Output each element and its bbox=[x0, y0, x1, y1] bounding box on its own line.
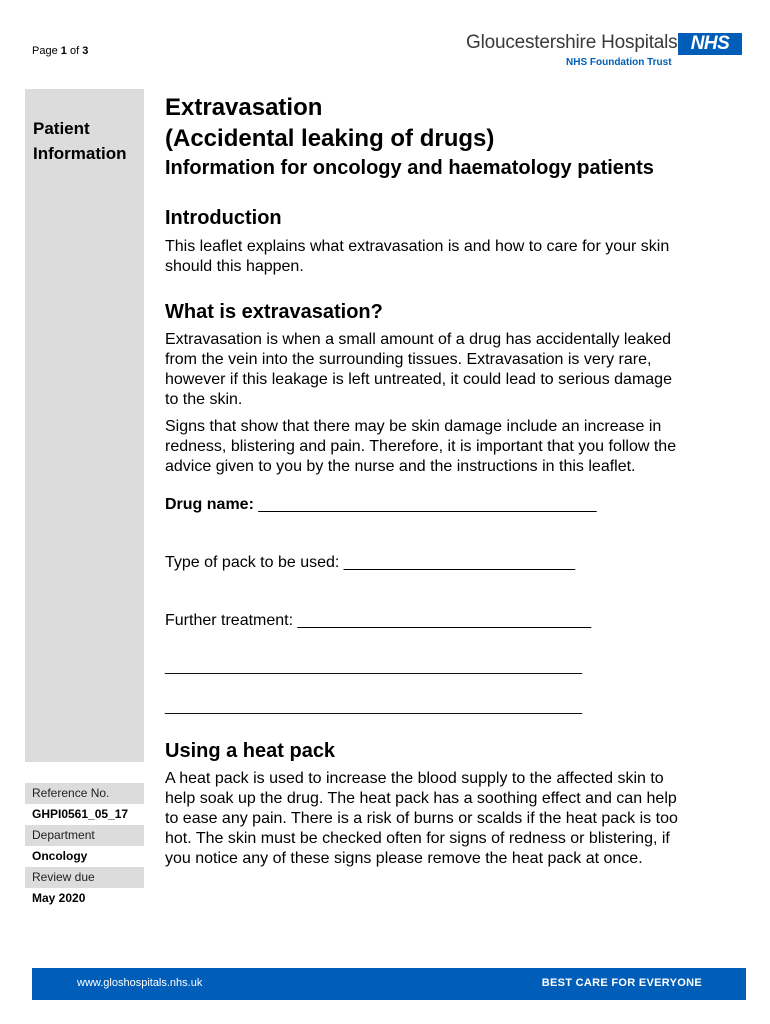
drug-name-line: ______________________________________ bbox=[258, 496, 597, 513]
department-label: Department bbox=[25, 825, 144, 846]
department-value: Oncology bbox=[32, 849, 88, 863]
heat-pack-text: A heat pack is used to increase the blood supply to the affected skin to help soak up the drug. The heat pack has a soothing effect and can help to ease any pain. There is a risk of burns or scalds if the heat pack is too hot. The skin must be checked often for signs of redness or blistering, if you notice any of these signs please remove the heat pack at once. bbox=[165, 770, 678, 867]
blank-line-2[interactable]: __________________________________________________ bbox=[165, 698, 583, 715]
sidebar-line-information: Information bbox=[33, 144, 127, 163]
main-content bbox=[165, 92, 685, 869]
blank-line-1[interactable]: __________________________________________________ bbox=[165, 658, 583, 675]
nhs-logo-icon: NHS bbox=[678, 33, 742, 55]
pack-type-field[interactable] bbox=[165, 553, 685, 573]
footer-motto: BEST CARE FOR EVERYONE bbox=[541, 977, 702, 989]
title-line-2: (Accidental leaking of drugs) bbox=[165, 125, 495, 152]
review-label: Review due bbox=[25, 867, 144, 888]
logo-name: Gloucestershire Hospitals bbox=[466, 32, 678, 53]
further-treatment-line: _________________________________ bbox=[297, 612, 592, 629]
footer-bar bbox=[32, 968, 746, 1000]
what-paragraph-1: Extravasation is when a small amount of a drug has accidentally leaked from the vein into the surrounding tissues. Extravasation is very rare, however if this leakage is left untreated, it could lead to serious damage to the skin. bbox=[165, 331, 672, 408]
pack-type-line: __________________________ bbox=[343, 554, 576, 571]
drug-name-label: Drug name: bbox=[165, 496, 254, 513]
hospital-logo bbox=[466, 32, 746, 72]
what-heading: What is extravasation? bbox=[165, 301, 383, 323]
reference-panel bbox=[25, 783, 144, 909]
page-number bbox=[32, 45, 88, 57]
further-treatment-label: Further treatment: bbox=[165, 612, 294, 629]
sidebar-patient-information bbox=[25, 89, 144, 762]
pack-type-label: Type of pack to be used: bbox=[165, 554, 340, 571]
logo-trust: NHS Foundation Trust bbox=[566, 57, 672, 68]
review-value: May 2020 bbox=[32, 891, 86, 905]
page-prefix: Page bbox=[32, 45, 58, 57]
footer-url: www.gloshospitals.nhs.uk bbox=[77, 977, 203, 989]
reference-value: GHPI0561_05_17 bbox=[32, 807, 129, 821]
drug-name-field[interactable] bbox=[165, 495, 685, 515]
intro-text: This leaflet explains what extravasation is and how to care for your skin should this happen. bbox=[165, 238, 670, 275]
page-of: of bbox=[69, 45, 80, 57]
title-line-1: Extravasation bbox=[165, 94, 323, 121]
intro-heading: Introduction bbox=[165, 207, 282, 229]
heat-pack-heading: Using a heat pack bbox=[165, 740, 336, 762]
page-current: 1 bbox=[60, 45, 67, 57]
sidebar-line-patient: Patient bbox=[33, 119, 90, 138]
page-total: 3 bbox=[82, 45, 89, 57]
reference-label: Reference No. bbox=[25, 783, 144, 804]
subtitle: Information for oncology and haematology patients bbox=[165, 157, 654, 179]
further-treatment-field[interactable] bbox=[165, 611, 685, 631]
what-paragraph-2: Signs that show that there may be skin damage include an increase in redness, blistering and pain. Therefore, it is important that you follow the advice given to you by the nurse and the instructions in this leaflet. bbox=[165, 418, 677, 475]
